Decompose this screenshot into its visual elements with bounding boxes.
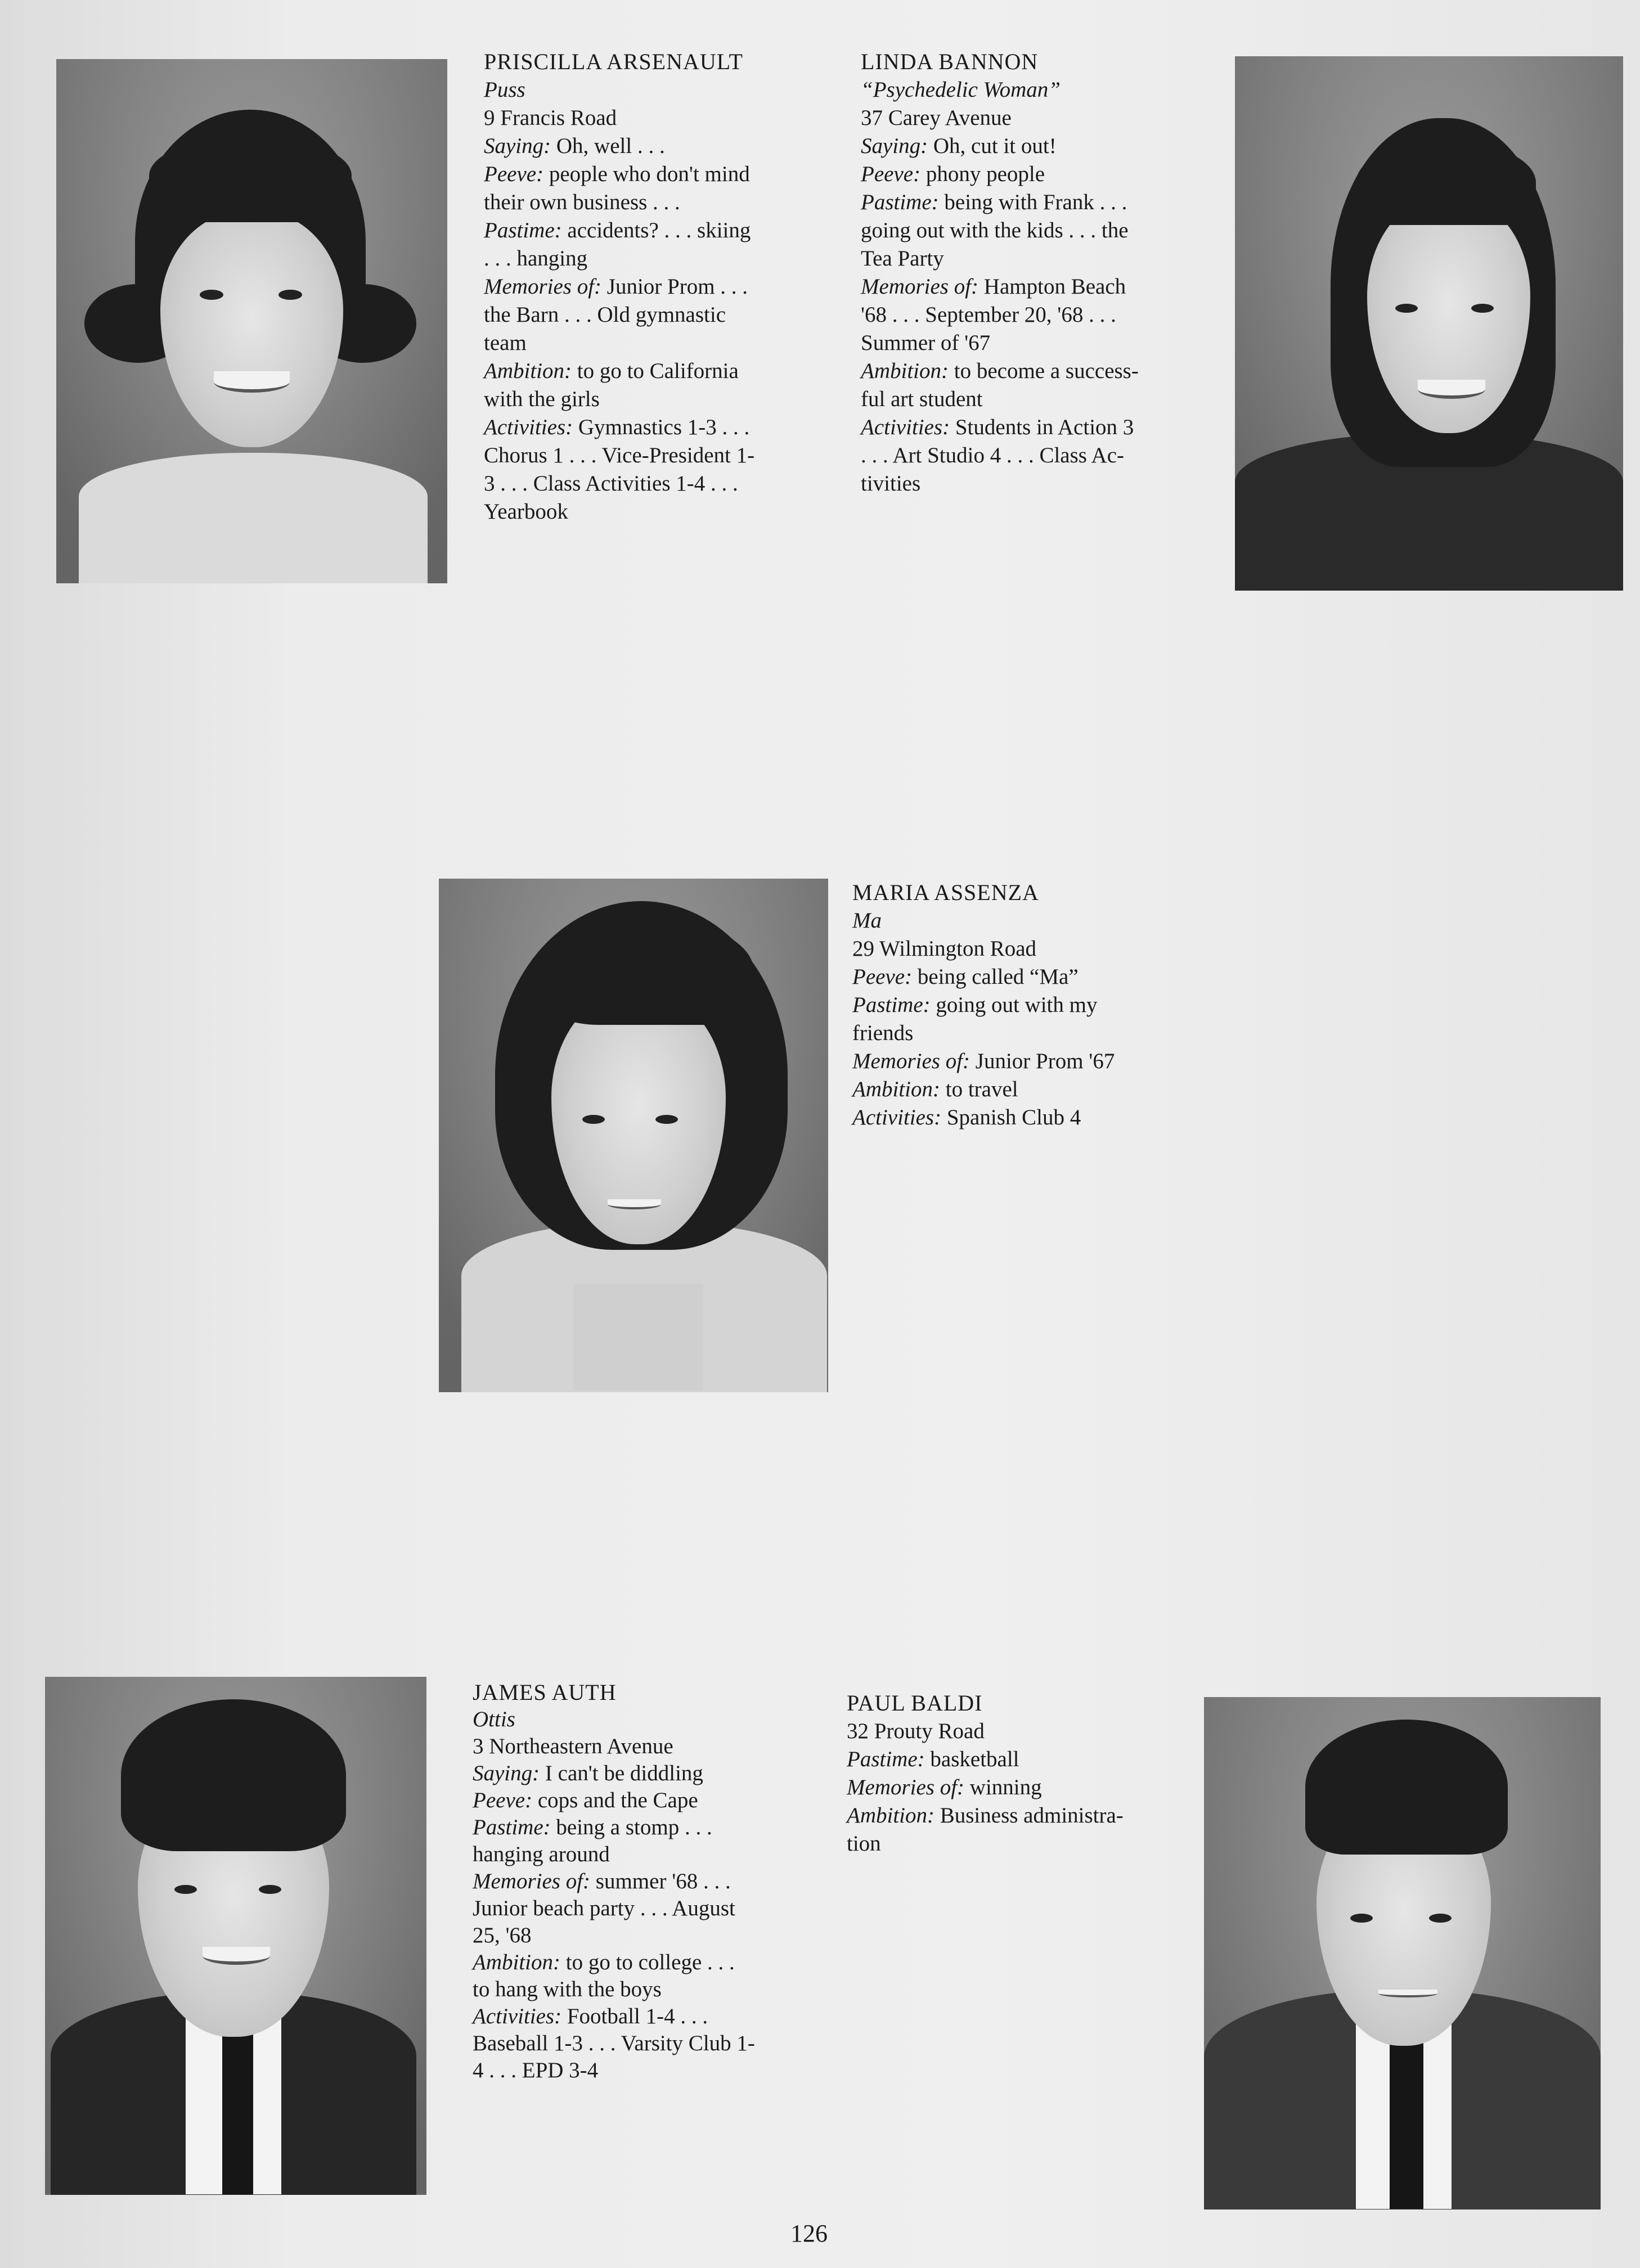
memories-text: winning [969, 1775, 1042, 1799]
activities-label: Activities: [484, 415, 573, 439]
student-nickname: Ma [852, 908, 882, 933]
pastime-label: Pastime: [861, 190, 939, 214]
bio-bannon [861, 48, 1198, 498]
ambition-text: to go to college . . . [565, 1950, 735, 1974]
activities-text: Spanish Club 4 [946, 1105, 1081, 1130]
activities-text: Gymnastics 1-3 . . . [578, 415, 750, 439]
memories-label: Memories of: [852, 1049, 970, 1073]
activities-text: Football 1-4 . . . [567, 2004, 708, 2028]
student-address: 29 Wilmington Road [852, 937, 1037, 961]
activities-text-cont: 3 . . . Class Activities 1-4 . . . [484, 471, 738, 496]
memories-label: Memories of: [861, 274, 979, 299]
ambition-text-cont: ful art student [861, 387, 983, 411]
portrait-photo-arsenault [56, 59, 447, 583]
ambition-label: Ambition: [861, 359, 949, 383]
activities-text-cont: Yearbook [484, 500, 568, 524]
saying-text: Oh, well . . . [556, 134, 665, 158]
pastime-label: Pastime: [484, 218, 562, 242]
peeve-text: cops and the Cape [537, 1788, 698, 1812]
student-name: MARIA ASSENZA [852, 880, 1039, 905]
page-number: 126 [790, 2220, 828, 2247]
memories-text-cont: '68 . . . September 20, '68 . . . [861, 303, 1116, 327]
activities-text: Students in Action 3 [955, 415, 1134, 439]
memories-text-cont: Summer of '67 [861, 331, 991, 355]
pastime-text: basketball [930, 1747, 1019, 1771]
ambition-label: Ambition: [847, 1803, 934, 1828]
ambition-text-cont: with the girls [484, 387, 600, 411]
memories-text-cont: Junior beach party . . . August [473, 1896, 735, 1920]
student-name: JAMES AUTH [473, 1680, 617, 1705]
ambition-text-cont: to hang with the boys [473, 1977, 662, 2001]
memories-label: Memories of: [847, 1775, 965, 1799]
ambition-label: Ambition: [473, 1950, 560, 1974]
ambition-text: to travel [945, 1077, 1018, 1101]
portrait-photo-auth [45, 1677, 426, 2195]
ambition-text-cont: tion [847, 1832, 881, 1856]
memories-text: summer '68 . . . [595, 1869, 731, 1893]
peeve-label: Peeve: [861, 162, 921, 186]
memories-text-cont: team [484, 331, 527, 355]
student-nickname: Ottis [473, 1707, 515, 1731]
ambition-text: to go to California [577, 359, 739, 383]
student-name: PAUL BALDI [847, 1690, 983, 1716]
saying-label: Saying: [484, 134, 551, 158]
peeve-label: Peeve: [852, 965, 913, 989]
student-name: PRISCILLA ARSENAULT [484, 49, 743, 74]
ambition-label: Ambition: [852, 1077, 940, 1101]
ambition-text: Business administra- [940, 1803, 1124, 1828]
activities-text-cont: Baseball 1-3 . . . Varsity Club 1- [473, 2031, 755, 2055]
student-address: 3 Northeastern Avenue [473, 1734, 673, 1758]
memories-label: Memories of: [473, 1869, 591, 1893]
activities-text-cont: . . . Art Studio 4 . . . Class Ac- [861, 443, 1125, 467]
activities-text-cont: 4 . . . EPD 3-4 [473, 2058, 599, 2082]
student-address: 37 Carey Avenue [861, 106, 1012, 130]
pastime-text: being with Frank . . . [944, 190, 1127, 214]
peeve-text-cont: their own business . . . [484, 190, 680, 214]
bio-assenza [852, 879, 1190, 1132]
activities-label: Activities: [473, 2004, 562, 2028]
peeve-text: being called “Ma” [917, 965, 1079, 989]
student-address: 32 Prouty Road [847, 1719, 985, 1743]
ambition-label: Ambition: [484, 359, 572, 383]
portrait-photo-bannon [1235, 56, 1623, 591]
portrait-photo-assenza [439, 879, 828, 1392]
activities-text-cont: Chorus 1 . . . Vice-President 1- [484, 443, 755, 467]
activities-text-cont: tivities [861, 471, 921, 496]
memories-label: Memories of: [484, 274, 602, 299]
memories-text-cont: 25, '68 [473, 1923, 532, 1947]
activities-label: Activities: [861, 415, 950, 439]
pastime-text-cont: . . . hanging [484, 246, 588, 271]
bio-arsenault [484, 48, 813, 526]
saying-label: Saying: [473, 1761, 540, 1785]
activities-label: Activities: [852, 1105, 942, 1130]
pastime-label: Pastime: [847, 1747, 925, 1771]
ambition-text: to become a success- [954, 359, 1139, 383]
pastime-text: going out with my [936, 993, 1098, 1017]
bio-auth [473, 1679, 802, 2084]
peeve-text: phony people [925, 162, 1045, 186]
peeve-label: Peeve: [484, 162, 544, 186]
portrait-photo-baldi [1204, 1697, 1601, 2210]
student-nickname: “Psychedelic Woman” [861, 78, 1061, 102]
pastime-text-cont: hanging around [473, 1842, 610, 1866]
student-name: LINDA BANNON [861, 49, 1039, 74]
pastime-label: Pastime: [852, 993, 931, 1017]
student-address: 9 Francis Road [484, 106, 617, 130]
saying-label: Saying: [861, 134, 928, 158]
pastime-text-cont: friends [852, 1021, 914, 1045]
peeve-label: Peeve: [473, 1788, 533, 1812]
pastime-label: Pastime: [473, 1815, 551, 1839]
memories-text: Junior Prom . . . [606, 274, 748, 299]
memories-text: Junior Prom '67 [975, 1049, 1115, 1073]
memories-text: Hampton Beach [983, 274, 1126, 299]
pastime-text: being a stomp . . . [556, 1815, 712, 1839]
saying-text: I can't be diddling [545, 1761, 703, 1785]
saying-text: Oh, cut it out! [933, 134, 1057, 158]
pastime-text-cont: going out with the kids . . . the [861, 218, 1129, 242]
peeve-text: people who don't mind [549, 162, 750, 186]
bio-baldi [847, 1689, 1184, 1858]
student-nickname: Puss [484, 78, 525, 102]
pastime-text: accidents? . . . skiing [567, 218, 751, 242]
pastime-text-cont: Tea Party [861, 246, 944, 271]
memories-text-cont: the Barn . . . Old gymnastic [484, 303, 726, 327]
